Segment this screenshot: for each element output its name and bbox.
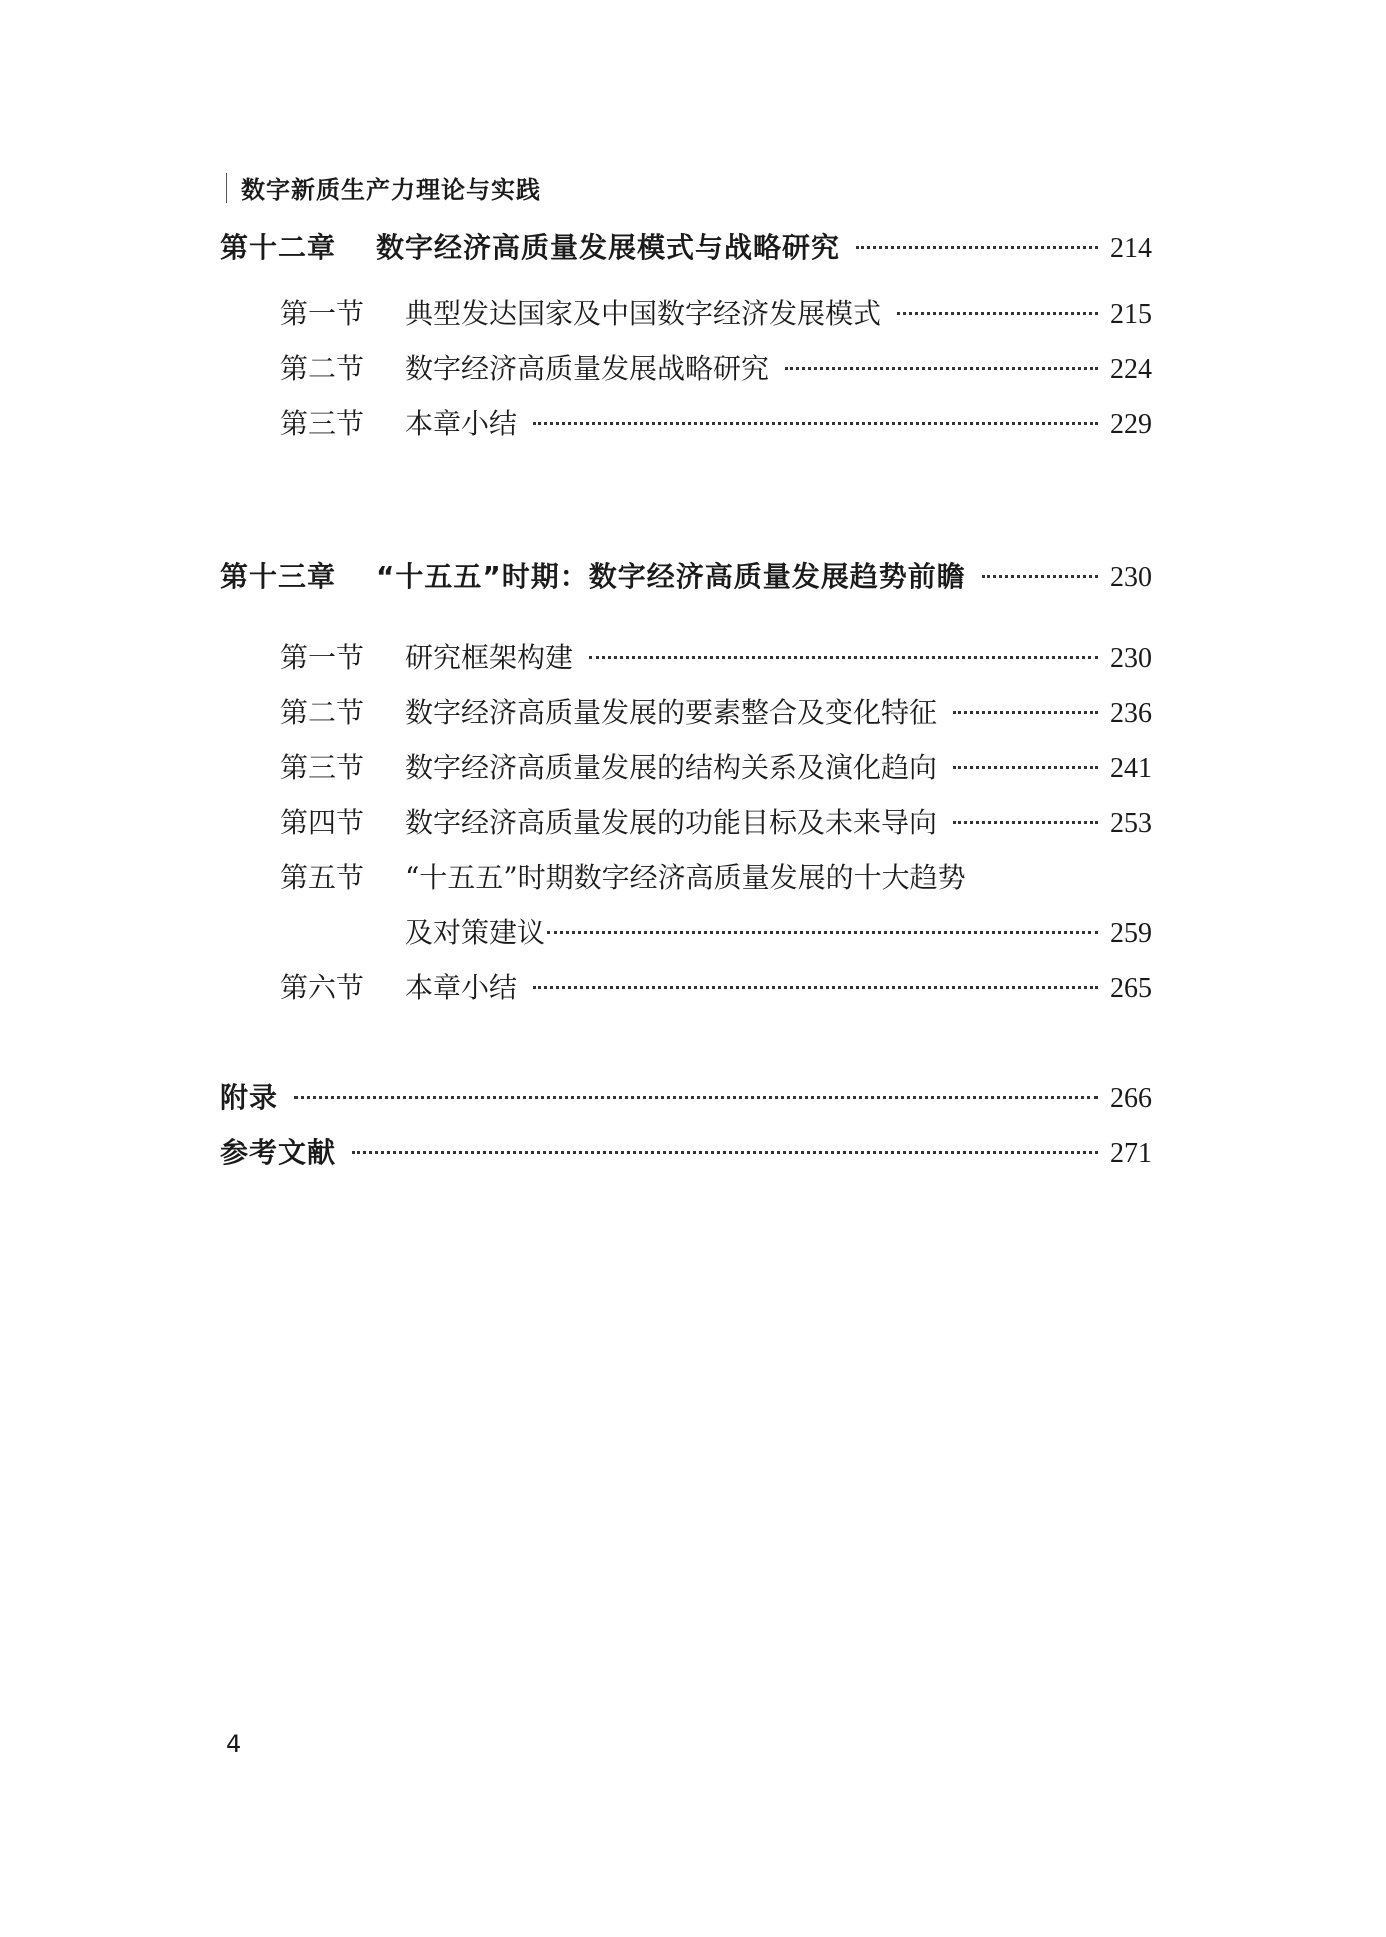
toc-chapter-12[interactable] [220,228,1152,268]
dot-leader [294,1096,1098,1099]
chapter-label: 第十三章 [220,560,337,593]
chapter-title: 数字经济高质量发展模式与战略研究 [376,231,841,264]
section-title: 数字经济高质量发展的要素整合及变化特征 [405,696,938,729]
toc-section-12-2[interactable] [280,349,1152,389]
section-label: 第二节 [280,352,365,385]
dot-leader [897,312,1098,315]
toc-chapter-13[interactable] [220,557,1152,597]
toc-section-13-1[interactable] [280,638,1152,678]
toc-section-13-5[interactable] [280,858,1152,898]
toc-section-13-3[interactable] [280,748,1152,788]
chapter-label: 第十二章 [220,231,337,264]
page-number: 230 [1110,643,1152,674]
dot-leader [589,656,1098,659]
chapter-title: “十五五”时期：数字经济高质量发展趋势前瞻 [376,560,966,593]
back-matter-title: 附录 [220,1081,279,1114]
page-number: 253 [1110,808,1152,839]
dot-leader [533,422,1098,425]
page-number: 224 [1110,354,1152,385]
toc-section-12-1[interactable] [280,294,1152,334]
page-number: 236 [1110,698,1152,729]
page-number: 241 [1110,753,1152,784]
page-number: 215 [1110,299,1152,330]
section-title: 数字经济高质量发展的结构关系及演化趋向 [405,751,938,784]
toc-section-13-5-continued[interactable] [405,913,1152,953]
dot-leader [953,711,1098,714]
section-label: 第六节 [280,971,365,1004]
dot-leader [785,367,1098,370]
section-title: 数字经济高质量发展的功能目标及未来导向 [405,806,938,839]
section-title: 研究框架构建 [405,641,574,674]
section-label: 第五节 [280,861,365,894]
section-label: 第四节 [280,806,365,839]
page-number: 265 [1110,973,1152,1004]
section-title: 本章小结 [405,971,518,1004]
toc-references[interactable] [220,1133,1152,1173]
section-label: 第三节 [280,407,365,440]
section-title: “十五五”时期数字经济高质量发展的十大趋势 [405,861,966,894]
book-title: 数字新质生产力理论与实践 [241,176,541,204]
dot-leader [856,246,1098,249]
toc-section-13-4[interactable] [280,803,1152,843]
back-matter-title: 参考文献 [220,1136,337,1169]
toc-section-13-2[interactable] [280,693,1152,733]
dot-leader [982,575,1098,578]
toc-appendix[interactable] [220,1078,1152,1118]
section-title: 典型发达国家及中国数字经济发展模式 [405,297,882,330]
page-number: 229 [1110,409,1152,440]
page-folio: 4 [226,1730,242,1758]
section-title: 本章小结 [405,407,518,440]
dot-leader [352,1151,1098,1154]
page-number: 271 [1110,1138,1152,1169]
page-number: 259 [1110,918,1152,949]
section-label: 第一节 [280,641,365,674]
dot-leader [533,986,1098,989]
dot-leader [547,931,1098,934]
section-label: 第一节 [280,297,365,330]
page-number: 230 [1110,562,1152,593]
toc-section-12-3[interactable] [280,404,1152,444]
page-number: 214 [1110,233,1152,264]
section-title-continued: 及对策建议 [405,916,546,949]
page-number: 266 [1110,1083,1152,1114]
dot-leader [953,821,1098,824]
toc-section-13-6[interactable] [280,968,1152,1008]
section-title: 数字经济高质量发展战略研究 [405,352,770,385]
dot-leader [953,766,1098,769]
section-label: 第二节 [280,696,365,729]
section-label: 第三节 [280,751,365,784]
